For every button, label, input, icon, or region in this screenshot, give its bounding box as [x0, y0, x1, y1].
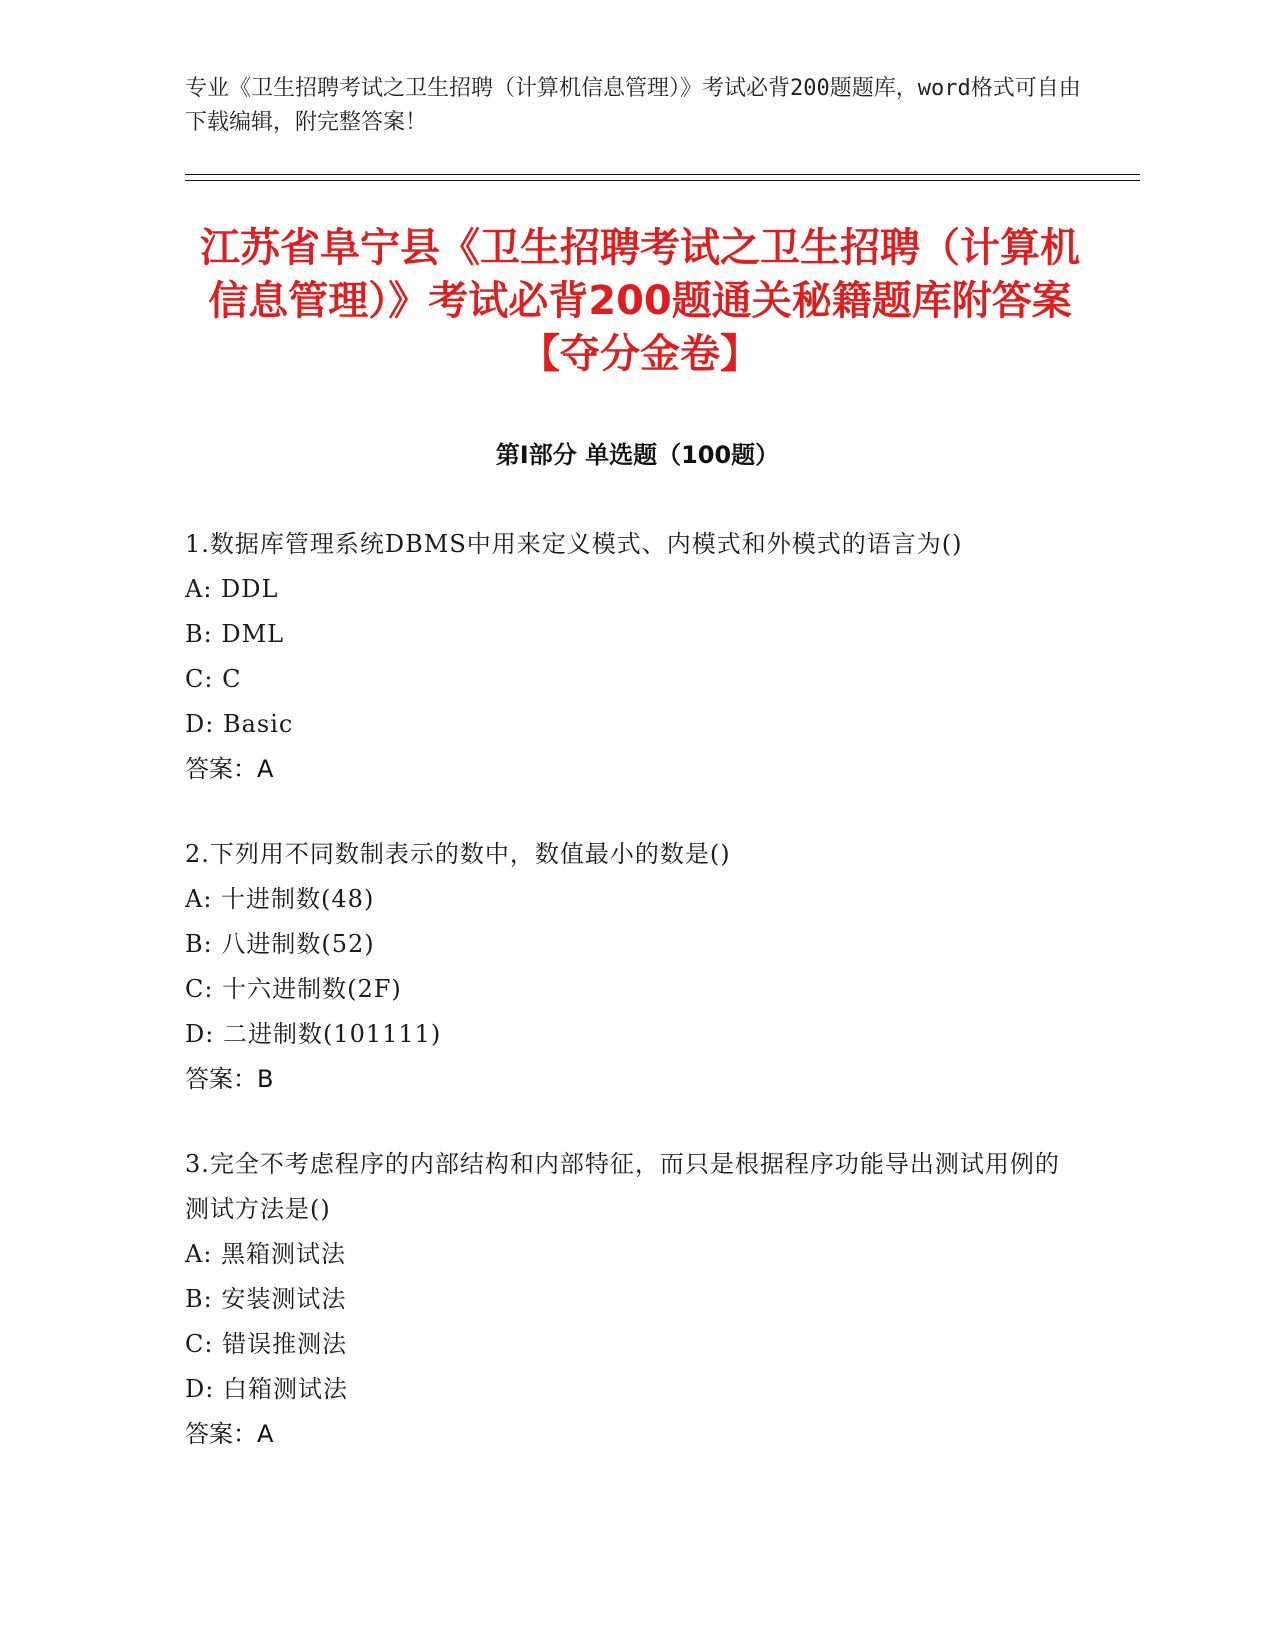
option-b: B: 安装测试法	[185, 1285, 347, 1313]
section-heading: 第Ⅰ部分 单选题（100题）	[495, 441, 780, 469]
option-a: A: 黑箱测试法	[185, 1240, 347, 1268]
answer-text: 答案：B	[185, 1065, 274, 1093]
header-divider-bottom	[185, 180, 1140, 181]
question-item	[185, 1142, 1065, 1457]
answer-text: 答案：A	[185, 1420, 274, 1448]
option-d: D: 二进制数(101111)	[185, 1020, 442, 1048]
question-text: 3.完全不考虑程序的内部结构和内部特征，而只是根据程序功能导出测试用例的测试方法是()	[185, 1150, 1060, 1223]
option-b: B: DML	[185, 620, 285, 648]
question-text: 2.下列用不同数制表示的数中，数值最小的数是()	[185, 840, 731, 868]
question-text: 1.数据库管理系统DBMS中用来定义模式、内模式和外模式的语言为()	[185, 530, 963, 558]
header-note: 专业《卫生招聘考试之卫生招聘（计算机信息管理）》考试必背200题题库，word格式可自由下载编辑，附完整答案！	[185, 76, 1081, 135]
option-a: A: 十进制数(48)	[185, 885, 375, 913]
question-list	[185, 522, 1065, 1497]
option-d: D: Basic	[185, 710, 294, 738]
document-title: 江苏省阜宁县《卫生招聘考试之卫生招聘（计算机信息管理）》考试必背200题通关秘籍题库附答案【夺分金卷】	[200, 225, 1080, 377]
option-c: C: 错误推测法	[185, 1330, 348, 1358]
header-divider-top	[185, 174, 1140, 175]
option-c: C: C	[185, 665, 242, 693]
option-b: B: 八进制数(52)	[185, 930, 375, 958]
answer-text: 答案：A	[185, 755, 274, 783]
question-item	[185, 522, 1065, 792]
option-d: D: 白箱测试法	[185, 1375, 348, 1403]
option-c: C: 十六进制数(2F)	[185, 975, 402, 1003]
question-item	[185, 832, 1065, 1102]
option-a: A: DDL	[185, 575, 279, 603]
